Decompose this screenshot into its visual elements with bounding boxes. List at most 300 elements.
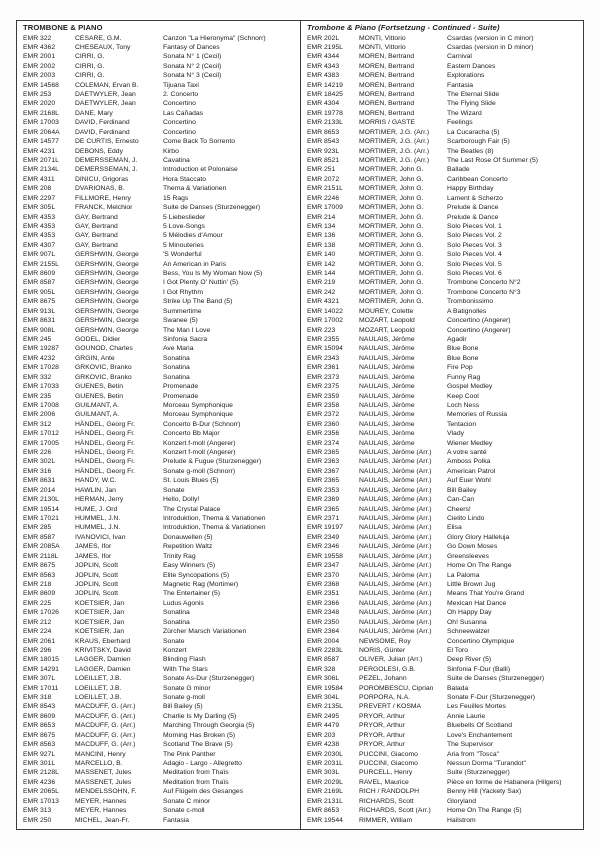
piece-title: Funny Rag bbox=[447, 373, 481, 381]
piece-title: The Wizard bbox=[447, 109, 482, 117]
catalog-number: EMR 17026 bbox=[23, 609, 59, 617]
catalog-row bbox=[23, 278, 297, 287]
piece-title: Fantasia bbox=[447, 81, 474, 89]
catalog-row bbox=[307, 439, 580, 448]
catalog-number: EMR 17021 bbox=[23, 515, 59, 523]
composer-name: NAULAIS, Jérôme (Arr.) bbox=[359, 552, 432, 560]
composer-name: HUMMEL, J.N. bbox=[75, 515, 121, 523]
catalog-row bbox=[23, 787, 297, 796]
catalog-row bbox=[307, 750, 580, 759]
piece-title: Sonatina bbox=[163, 609, 190, 617]
composer-name: GERSHWIN, George bbox=[75, 288, 139, 296]
catalog-number: EMR 17033 bbox=[23, 383, 59, 391]
composer-name: POROMBESCU, Ciprian bbox=[359, 684, 434, 692]
composer-name: CIRRI, G. bbox=[75, 62, 105, 70]
composer-name: NAULAIS, Jérôme (Arr.) bbox=[359, 515, 432, 523]
composer-name: RAVEL, Maurice bbox=[359, 778, 409, 786]
catalog-number: EMR 4353 bbox=[23, 213, 56, 221]
composer-name: PRYOR, Arthur bbox=[359, 712, 405, 720]
composer-name: MORTIMER, J.G. (Arr.) bbox=[359, 128, 430, 136]
catalog-row bbox=[23, 693, 297, 702]
catalog-number: EMR 18425 bbox=[307, 91, 343, 99]
composer-name: NAULAIS, Jérôme (Arr.) bbox=[359, 580, 432, 588]
catalog-row bbox=[23, 768, 297, 777]
piece-title: Explorations bbox=[447, 72, 485, 80]
catalog-number: EMR 19514 bbox=[23, 505, 59, 513]
catalog-number: EMR 2155L bbox=[23, 260, 59, 268]
piece-title: I Got Rhythm bbox=[163, 288, 204, 296]
catalog-row bbox=[307, 363, 580, 372]
catalog-number: EMR 17008 bbox=[23, 401, 59, 409]
composer-name: NAULAIS, Jérôme (Arr.) bbox=[359, 505, 432, 513]
catalog-number: EMR 19558 bbox=[307, 552, 343, 560]
piece-title: Gloryland bbox=[447, 797, 477, 805]
composer-name: RIMMER, William bbox=[359, 816, 413, 824]
piece-title: Concertino bbox=[163, 128, 196, 136]
catalog-row bbox=[23, 99, 297, 108]
catalog-number: EMR 208 bbox=[23, 185, 52, 193]
catalog-number: EMR 2363 bbox=[307, 458, 340, 466]
piece-title: Zürcher Marsch Variationen bbox=[163, 628, 247, 636]
composer-name: KRAUS, Eberhard bbox=[75, 637, 131, 645]
catalog-row bbox=[307, 52, 580, 61]
catalog-row bbox=[307, 175, 580, 184]
catalog-number: EMR 18015 bbox=[23, 656, 59, 664]
composer-name: NAULAIS, Jérôme bbox=[359, 392, 415, 400]
catalog-row bbox=[307, 702, 580, 711]
catalog-number: EMR 4479 bbox=[307, 722, 340, 730]
piece-title: Morceau Symphonique bbox=[163, 411, 233, 419]
catalog-number: EMR 8543 bbox=[23, 703, 56, 711]
piece-title: Hora Staccato bbox=[163, 175, 207, 183]
catalog-row bbox=[23, 514, 297, 523]
piece-title: Meditation from Thaïs bbox=[163, 769, 229, 777]
piece-title: Mexican Hat Dance bbox=[447, 599, 507, 607]
piece-title: A votre santé bbox=[447, 449, 487, 457]
composer-name: NAULAIS, Jérôme bbox=[359, 401, 415, 409]
catalog-number: EMR 8675 bbox=[23, 731, 56, 739]
catalog-row bbox=[23, 721, 297, 730]
catalog-row bbox=[23, 486, 297, 495]
piece-title: Glory Glory Halleluja bbox=[447, 533, 510, 541]
catalog-row bbox=[23, 637, 297, 646]
composer-name: LOEILLET, J.B. bbox=[75, 675, 122, 683]
composer-name: LAGGER, Damien bbox=[75, 656, 131, 664]
composer-name: RICHARDS, Scott bbox=[359, 797, 414, 805]
composer-name: GAY, Bertrand bbox=[75, 241, 118, 249]
piece-title: Concertino (Angerer) bbox=[447, 317, 511, 325]
composer-name: NAULAIS, Jérôme (Arr.) bbox=[359, 543, 432, 551]
catalog-row bbox=[307, 759, 580, 768]
composer-name: HUMMEL, J.N. bbox=[75, 524, 121, 532]
composer-name: PEZEL, Johann bbox=[359, 675, 407, 683]
piece-title: Konzert f-moll (Angerer) bbox=[163, 439, 236, 447]
composer-name: MORTIMER, J.G. (Arr.) bbox=[359, 138, 430, 146]
composer-name: HÄNDEL, Georg Fr. bbox=[75, 458, 136, 466]
composer-name: NAULAIS, Jérôme (Arr.) bbox=[359, 609, 432, 617]
catalog-number: EMR 2365 bbox=[307, 477, 340, 485]
catalog-row bbox=[307, 693, 580, 702]
composer-name: MORTIMER, John G. bbox=[359, 279, 424, 287]
composer-name: DE CURTIS, Ernesto bbox=[75, 138, 139, 146]
composer-name: GERSHWIN, George bbox=[75, 270, 139, 278]
catalog-number: EMR 2368 bbox=[307, 580, 340, 588]
catalog-row bbox=[307, 128, 580, 137]
composer-name: MOREN, Bertrand bbox=[359, 62, 415, 70]
catalog-row bbox=[23, 665, 297, 674]
catalog-number: EMR 2369 bbox=[307, 496, 340, 504]
piece-title: St. Louis Blues (5) bbox=[163, 477, 219, 485]
piece-title: Sonate F-Dur (Sturzenegger) bbox=[447, 694, 536, 702]
piece-title: Solo Pieces Vol. 2 bbox=[447, 232, 502, 240]
catalog-row bbox=[307, 655, 580, 664]
catalog-number: EMR 2371 bbox=[307, 515, 340, 523]
piece-title: Lament & Scherzo bbox=[447, 194, 503, 202]
catalog-number: EMR 8653 bbox=[307, 128, 340, 136]
composer-name: NAULAIS, Jérôme (Arr.) bbox=[359, 618, 432, 626]
catalog-number: EMR 2347 bbox=[307, 562, 340, 570]
composer-name: NAULAIS, Jérôme (Arr.) bbox=[359, 590, 432, 598]
catalog-row bbox=[307, 241, 580, 250]
composer-name: NAULAIS, Jérôme (Arr.) bbox=[359, 533, 432, 541]
piece-title: Balada bbox=[447, 684, 469, 692]
piece-title: Scotland The Brave (5) bbox=[163, 741, 233, 749]
catalog-number: EMR 2359 bbox=[307, 392, 340, 400]
catalog-row bbox=[307, 712, 580, 721]
composer-name: NAULAIS, Jérôme (Arr.) bbox=[359, 496, 432, 504]
piece-title: Las Cañadas bbox=[163, 109, 204, 117]
catalog-row bbox=[23, 712, 297, 721]
piece-title: Schneewalzer bbox=[447, 628, 490, 636]
catalog-row bbox=[307, 806, 580, 815]
piece-title: Sonate bbox=[163, 637, 185, 645]
piece-title: Kirbo bbox=[163, 147, 179, 155]
catalog-row bbox=[307, 373, 580, 382]
catalog-row bbox=[23, 344, 297, 353]
piece-title: Promenade bbox=[163, 383, 199, 391]
catalog-row bbox=[307, 457, 580, 466]
piece-title: The Beatles (8) bbox=[447, 147, 494, 155]
catalog-number: EMR 306L bbox=[307, 675, 340, 683]
piece-title: Csardas (version in D minor) bbox=[447, 43, 534, 51]
piece-title: Charlie Is My Darling (5) bbox=[163, 712, 237, 720]
catalog-number: EMR 225 bbox=[23, 599, 52, 607]
catalog-row bbox=[307, 429, 580, 438]
catalog-number: EMR 17005 bbox=[23, 439, 59, 447]
composer-name: MACDUFF, G. (Arr.) bbox=[75, 741, 136, 749]
composer-name: PORPORA, N.A. bbox=[359, 694, 410, 702]
piece-title: Ludus Agonis bbox=[163, 599, 204, 607]
piece-title: Trombonissimo bbox=[447, 298, 494, 306]
catalog-number: EMR 8631 bbox=[23, 477, 56, 485]
catalog-row bbox=[23, 627, 297, 636]
composer-name: MOREN, Bertrand bbox=[359, 81, 415, 89]
piece-title: Canzon "La Hieronyma" (Schnorr) bbox=[163, 34, 266, 42]
catalog-row bbox=[23, 213, 297, 222]
catalog-row bbox=[307, 278, 580, 287]
composer-name: GUENES, Betin bbox=[75, 383, 123, 391]
composer-name: PUCCINI, Giacomo bbox=[359, 750, 418, 758]
composer-name: NAULAIS, Jérôme bbox=[359, 439, 415, 447]
catalog-number: EMR 2350 bbox=[307, 618, 340, 626]
composer-name: MOZART, Leopold bbox=[359, 317, 415, 325]
catalog-row bbox=[23, 316, 297, 325]
piece-title: Agadir bbox=[447, 336, 467, 343]
piece-title: La Paloma bbox=[447, 571, 480, 579]
catalog-number: EMR 19544 bbox=[307, 816, 343, 824]
catalog-row bbox=[307, 778, 580, 787]
composer-name: MACDUFF, G. (Arr.) bbox=[75, 703, 136, 711]
composer-name: MOREN, Bertrand bbox=[359, 72, 415, 80]
catalog-number: EMR 2364 bbox=[307, 628, 340, 636]
piece-title: The Man I Love bbox=[163, 326, 211, 334]
catalog-row bbox=[307, 156, 580, 165]
catalog-row bbox=[307, 552, 580, 561]
catalog-row bbox=[23, 62, 297, 71]
composer-name: GODEL, Didier bbox=[75, 336, 121, 343]
composer-name: GAY, Bertrand bbox=[75, 232, 118, 240]
catalog-row bbox=[23, 194, 297, 203]
composer-name: FILLMORE, Henry bbox=[75, 194, 131, 202]
catalog-row bbox=[23, 646, 297, 655]
catalog-row bbox=[23, 335, 297, 344]
catalog-row bbox=[307, 90, 580, 99]
piece-title: Keep Cool bbox=[447, 392, 479, 400]
piece-title: Sonata N° 1 (Cecil) bbox=[163, 53, 222, 61]
catalog-number: EMR 322 bbox=[23, 34, 52, 42]
catalog-number: EMR 908L bbox=[23, 326, 56, 334]
composer-name: PUCCINI, Giacomo bbox=[359, 759, 418, 767]
catalog-number: EMR 2349 bbox=[307, 533, 340, 541]
piece-title: Wiener Medley bbox=[447, 439, 493, 447]
piece-title: Donauwellen (5) bbox=[163, 533, 213, 541]
composer-name: PURCELL, Henry bbox=[359, 769, 413, 777]
piece-title: Sonate g-moll bbox=[163, 694, 205, 702]
catalog-number: EMR 927L bbox=[23, 750, 56, 758]
piece-title: Sonate g-moll (Schnorr) bbox=[163, 467, 236, 475]
catalog-row bbox=[307, 580, 580, 589]
composer-name: NAULAIS, Jérôme bbox=[359, 364, 415, 372]
catalog-number: EMR 17002 bbox=[307, 317, 343, 325]
catalog-row bbox=[307, 665, 580, 674]
composer-name: NAULAIS, Jérôme (Arr.) bbox=[359, 449, 432, 457]
composer-name: HÄNDEL, Georg Fr. bbox=[75, 467, 136, 475]
composer-name: NAULAIS, Jérôme (Arr.) bbox=[359, 458, 432, 466]
catalog-number: EMR 4311 bbox=[23, 175, 55, 183]
catalog-row bbox=[23, 184, 297, 193]
composer-name: NAULAIS, Jérôme (Arr.) bbox=[359, 524, 432, 532]
composer-name: RICH / RANDOLPH bbox=[359, 788, 420, 796]
catalog-number: EMR 332 bbox=[23, 373, 52, 381]
catalog-row bbox=[307, 448, 580, 457]
composer-name: CIRRI, G. bbox=[75, 72, 105, 80]
piece-title: Blue Bone bbox=[447, 354, 479, 362]
catalog-number: EMR 301L bbox=[23, 759, 56, 767]
piece-title: Nessun Dorma "Turandot" bbox=[447, 759, 526, 767]
catalog-row bbox=[307, 637, 580, 646]
piece-title: Hello, Dolly! bbox=[163, 496, 200, 504]
catalog-number: EMR 19287 bbox=[23, 345, 59, 353]
piece-title: Carnival bbox=[447, 53, 472, 61]
composer-name: PRYOR, Arthur bbox=[359, 741, 405, 749]
piece-title: 5 Liebeslieder bbox=[163, 213, 206, 221]
catalog-row bbox=[23, 222, 297, 231]
catalog-row bbox=[307, 269, 580, 278]
composer-name: MORTIMER, John G. bbox=[359, 222, 424, 230]
piece-title: The Pink Panther bbox=[163, 750, 216, 758]
catalog-row bbox=[23, 552, 297, 561]
catalog-row bbox=[23, 750, 297, 759]
composer-name: GERSHWIN, George bbox=[75, 298, 139, 306]
catalog-number: EMR 19584 bbox=[307, 684, 343, 692]
composer-name: NAULAIS, Jérôme (Arr.) bbox=[359, 477, 432, 485]
piece-title: Fire Pop bbox=[447, 364, 473, 372]
piece-title: Feelings bbox=[447, 119, 473, 127]
piece-title: Home On The Range (5) bbox=[447, 807, 522, 815]
piece-title: Tijuana Taxi bbox=[163, 81, 199, 89]
catalog-row bbox=[23, 457, 297, 466]
catalog-row bbox=[23, 401, 297, 410]
catalog-number: EMR 2168L bbox=[23, 109, 59, 117]
composer-name: GERSHWIN, George bbox=[75, 251, 139, 259]
composer-name: MASSENET, Jules bbox=[75, 778, 132, 786]
catalog-row bbox=[23, 684, 297, 693]
piece-title: Sinfonia F-Dur (Balli) bbox=[447, 665, 511, 673]
catalog-number: EMR 2365 bbox=[307, 449, 340, 457]
catalog-row bbox=[23, 476, 297, 485]
piece-title: Pièce en forme de Habanera (Hilgers) bbox=[447, 778, 562, 786]
catalog-number: EMR 312 bbox=[23, 420, 52, 428]
catalog-row bbox=[23, 250, 297, 259]
piece-title: Morning Has Broken (5) bbox=[163, 731, 236, 739]
catalog-row bbox=[23, 288, 297, 297]
catalog-number: EMR 2031L bbox=[307, 759, 343, 767]
catalog-number: EMR 2014 bbox=[23, 486, 56, 494]
catalog-number: EMR 2346 bbox=[307, 543, 340, 551]
composer-name: MENDELSSOHN, F. bbox=[75, 788, 137, 796]
composer-name: COLEMAN, Ervan B. bbox=[75, 81, 139, 89]
catalog-row bbox=[307, 533, 580, 542]
piece-title: Sonate C minor bbox=[163, 797, 211, 805]
catalog-row bbox=[307, 109, 580, 118]
catalog-row bbox=[23, 109, 297, 118]
catalog-row bbox=[307, 787, 580, 796]
catalog-number: EMR 4362 bbox=[23, 43, 56, 51]
catalog-number: EMR 285 bbox=[23, 524, 52, 532]
catalog-row bbox=[23, 580, 297, 589]
piece-title: Trinity Rag bbox=[163, 552, 196, 560]
catalog-number: EMR 302L bbox=[23, 458, 56, 466]
piece-title: Sonate bbox=[163, 486, 185, 494]
catalog-row bbox=[307, 608, 580, 617]
catalog-row bbox=[23, 571, 297, 580]
composer-name: NAULAIS, Jérôme bbox=[359, 420, 415, 428]
piece-title: Sonate c-moll bbox=[163, 807, 205, 815]
piece-title: Deep River (5) bbox=[447, 656, 492, 664]
composer-name: HÄNDEL, Georg Fr. bbox=[75, 439, 136, 447]
composer-name: MORTIMER, John G. bbox=[359, 175, 424, 183]
composer-name: CIRRI, G. bbox=[75, 53, 105, 61]
composer-name: MORTIMER, John G. bbox=[359, 241, 424, 249]
catalog-row bbox=[23, 410, 297, 419]
composer-name: GERSHWIN, George bbox=[75, 260, 139, 268]
piece-title: 15 Rags bbox=[163, 194, 189, 202]
composer-name: NAULAIS, Jérôme (Arr.) bbox=[359, 562, 432, 570]
catalog-row bbox=[23, 43, 297, 52]
composer-name: GUILMANT, A. bbox=[75, 401, 120, 409]
piece-title: The Last Rose Of Summer (5) bbox=[447, 156, 539, 164]
composer-name: MACDUFF, G. (Arr.) bbox=[75, 712, 136, 720]
piece-title: Vlady bbox=[447, 430, 465, 438]
piece-title: Annie Laurie bbox=[447, 712, 486, 720]
catalog-row bbox=[23, 740, 297, 749]
composer-name: MONTI, Vittorio bbox=[359, 43, 406, 51]
catalog-number: EMR 14577 bbox=[23, 138, 59, 146]
catalog-number: EMR 4304 bbox=[307, 100, 340, 108]
catalog-number: EMR 2002 bbox=[23, 62, 56, 70]
piece-title: Concerto Bb Major bbox=[163, 430, 220, 438]
catalog-row bbox=[307, 731, 580, 740]
piece-title: Elisa bbox=[447, 524, 462, 532]
composer-name: MORTIMER, J.G. (Arr.) bbox=[359, 147, 430, 155]
composer-name: JAMES, Ifor bbox=[75, 552, 112, 560]
piece-title: Bill Bailey (5) bbox=[163, 703, 203, 711]
composer-name: GAY, Bertrand bbox=[75, 213, 118, 221]
catalog-number: EMR 4343 bbox=[307, 62, 340, 70]
catalog-number: EMR 140 bbox=[307, 251, 336, 259]
catalog-number: EMR 2495 bbox=[307, 712, 340, 720]
composer-name: DAETWYLER, Jean bbox=[75, 100, 136, 108]
catalog-row bbox=[307, 213, 580, 222]
piece-title: Elite Syncopations (5) bbox=[163, 571, 230, 579]
catalog-number: EMR 17003 bbox=[23, 119, 59, 127]
catalog-number: EMR 2356 bbox=[307, 430, 340, 438]
composer-name: OLIVER, Julian (Arr.) bbox=[359, 656, 423, 664]
catalog-row bbox=[307, 816, 580, 825]
piece-title: Ave Maria bbox=[163, 345, 194, 353]
composer-name: HÄNDEL, Georg Fr. bbox=[75, 430, 136, 438]
catalog-row bbox=[307, 118, 580, 127]
catalog-sheet bbox=[16, 20, 584, 830]
catalog-row bbox=[23, 156, 297, 165]
catalog-number: EMR 8563 bbox=[23, 741, 56, 749]
composer-name: MARCELLO, B. bbox=[75, 759, 123, 767]
catalog-number: EMR 2030L bbox=[307, 750, 343, 758]
catalog-row bbox=[307, 147, 580, 156]
composer-name: KOETSIER, Jan bbox=[75, 599, 125, 607]
piece-title: Means That You're Grand bbox=[447, 590, 525, 598]
right-column-header: Trombone & Piano (Fortsetzung - Continued - Suite) bbox=[307, 23, 500, 32]
composer-name: KRIVITSKY, David bbox=[75, 646, 131, 654]
composer-name: LOEILLET, J.B. bbox=[75, 694, 122, 702]
catalog-number: EMR 304L bbox=[307, 694, 340, 702]
composer-name: HERMAN, Jerry bbox=[75, 496, 124, 504]
catalog-row bbox=[23, 702, 297, 711]
piece-title: An American in Paris bbox=[163, 260, 227, 268]
catalog-row bbox=[23, 81, 297, 90]
catalog-number: EMR 2361 bbox=[307, 364, 340, 372]
catalog-row bbox=[307, 34, 580, 43]
piece-title: Sonatina bbox=[163, 373, 190, 381]
piece-title: Fantasia bbox=[163, 816, 190, 824]
piece-title: Benny Hill (Yackety Sax) bbox=[447, 788, 522, 796]
composer-name: MANCINI, Henry bbox=[75, 750, 126, 758]
catalog-number: EMR 4231 bbox=[23, 147, 56, 155]
catalog-row bbox=[307, 62, 580, 71]
piece-title: Strike Up The Band (5) bbox=[163, 298, 233, 306]
catalog-number: EMR 2135L bbox=[307, 703, 343, 711]
catalog-number: EMR 4383 bbox=[307, 72, 340, 80]
